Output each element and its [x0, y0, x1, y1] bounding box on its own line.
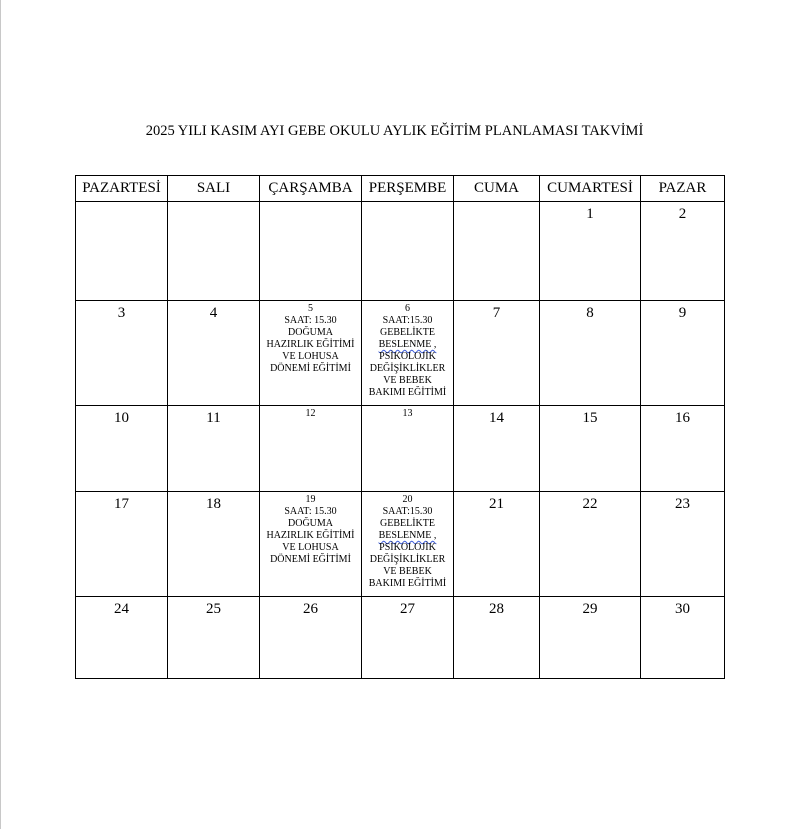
header-tuesday: SALI — [168, 176, 260, 202]
day-number: 4 — [209, 305, 218, 321]
event-time: SAAT:15.30 — [382, 506, 433, 517]
event-line: BESLENME , — [378, 339, 437, 350]
event-birth-prep — [260, 315, 361, 375]
event-line: DOĞUMA — [288, 518, 333, 529]
week-row-2 — [76, 301, 725, 406]
header-row — [76, 176, 725, 202]
day-cell — [454, 406, 540, 492]
day-number: 1 — [586, 206, 594, 222]
day-cell — [76, 406, 168, 492]
day-number: 24 — [114, 601, 129, 617]
event-line: GEBELİKTE — [380, 518, 435, 529]
calendar-table — [75, 175, 725, 679]
day-cell — [540, 202, 641, 301]
week-row-1 — [76, 202, 725, 301]
event-line: DEĞİŞİKLİKLER — [369, 554, 446, 565]
day-cell — [641, 597, 725, 679]
event-line: DEĞİŞİKLİKLER — [369, 363, 446, 374]
day-cell — [641, 202, 725, 301]
week-row-3 — [76, 406, 725, 492]
day-cell — [641, 301, 725, 406]
event-line: BAKIMI EĞİTİMİ — [368, 387, 447, 398]
day-number: 18 — [206, 496, 221, 512]
day-cell — [76, 202, 168, 301]
day-cell — [540, 597, 641, 679]
page-title: 2025 YILI KASIM AYI GEBE OKULU AYLIK EĞİTİM PLANLAMASI TAKVİMİ — [145, 123, 644, 139]
day-cell — [540, 301, 641, 406]
day-number: 26 — [303, 601, 318, 617]
day-number: 30 — [675, 601, 690, 617]
day-cell — [454, 597, 540, 679]
event-line: VE LOHUSA — [282, 351, 339, 362]
header-saturday: CUMARTESİ — [540, 176, 641, 202]
day-cell — [168, 597, 260, 679]
day-number: 6 — [405, 303, 410, 314]
event-line: HAZIRLIK EĞİTİMİ — [266, 339, 355, 350]
event-line: BESLENME , — [378, 530, 437, 541]
event-line: VE BEBEK — [383, 566, 432, 577]
day-cell — [260, 597, 362, 679]
event-line: PSİKOLOJİK — [379, 542, 436, 553]
week-row-5 — [76, 597, 725, 679]
day-number: 15 — [582, 410, 598, 426]
day-cell — [540, 406, 641, 492]
header-friday: CUMA — [454, 176, 540, 202]
event-line: BAKIMI EĞİTİMİ — [368, 578, 447, 589]
event-line: PSİKOLOJİK — [379, 351, 436, 362]
day-cell — [76, 492, 168, 597]
header-wednesday: ÇARŞAMBA — [260, 176, 362, 202]
day-number: 14 — [489, 410, 504, 426]
event-line: GEBELİKTE — [380, 327, 435, 338]
day-cell — [76, 597, 168, 679]
day-cell-event — [260, 301, 362, 406]
day-number: 8 — [586, 305, 594, 321]
header-thursday: PERŞEMBE — [362, 176, 454, 202]
day-number: 12 — [305, 408, 316, 419]
event-line: VE BEBEK — [383, 375, 432, 386]
day-cell — [76, 301, 168, 406]
day-cell — [168, 202, 260, 301]
day-number: 19 — [305, 494, 316, 505]
day-cell — [641, 406, 725, 492]
day-number: 9 — [678, 305, 687, 321]
event-time: SAAT: 15.30 — [284, 315, 337, 326]
day-number: 23 — [675, 496, 690, 512]
event-nutrition — [362, 315, 453, 399]
day-number: 29 — [582, 601, 598, 617]
event-line: DÖNEMİ EĞİTİMİ — [270, 554, 351, 565]
day-cell — [362, 202, 454, 301]
day-number: 22 — [582, 496, 598, 512]
day-number: 21 — [489, 496, 504, 512]
day-cell — [168, 301, 260, 406]
day-cell — [362, 597, 454, 679]
day-number: 20 — [402, 494, 413, 505]
header-sunday: PAZAR — [641, 176, 725, 202]
day-cell — [168, 406, 260, 492]
day-number: 7 — [492, 305, 501, 321]
day-cell — [454, 301, 540, 406]
event-line: DOĞUMA — [288, 327, 333, 338]
week-row-4 — [76, 492, 725, 597]
day-cell — [362, 406, 454, 492]
day-cell — [454, 202, 540, 301]
day-cell — [641, 492, 725, 597]
day-cell — [454, 492, 540, 597]
day-number: 13 — [402, 408, 413, 419]
day-cell — [260, 406, 362, 492]
day-cell — [540, 492, 641, 597]
day-number: 25 — [206, 601, 221, 617]
day-number: 2 — [678, 206, 687, 222]
header-monday: PAZARTESİ — [76, 176, 168, 202]
day-number: 28 — [489, 601, 504, 617]
event-time: SAAT:15.30 — [382, 315, 433, 326]
day-number: 10 — [114, 410, 129, 426]
event-nutrition — [362, 506, 453, 590]
event-line: HAZIRLIK EĞİTİMİ — [266, 530, 355, 541]
day-number: 3 — [117, 305, 126, 321]
day-number: 5 — [308, 303, 313, 314]
day-cell — [168, 492, 260, 597]
day-cell-event — [260, 492, 362, 597]
event-line: VE LOHUSA — [282, 542, 339, 553]
event-birth-prep — [260, 506, 361, 566]
day-number: 16 — [675, 410, 690, 426]
day-number: 27 — [400, 601, 415, 617]
day-number: 11 — [206, 410, 221, 426]
event-line: DÖNEMİ EĞİTİMİ — [270, 363, 351, 374]
day-number: 17 — [114, 496, 129, 512]
event-time: SAAT: 15.30 — [284, 506, 337, 517]
day-cell-event — [362, 492, 454, 597]
day-cell-event — [362, 301, 454, 406]
day-cell — [260, 202, 362, 301]
